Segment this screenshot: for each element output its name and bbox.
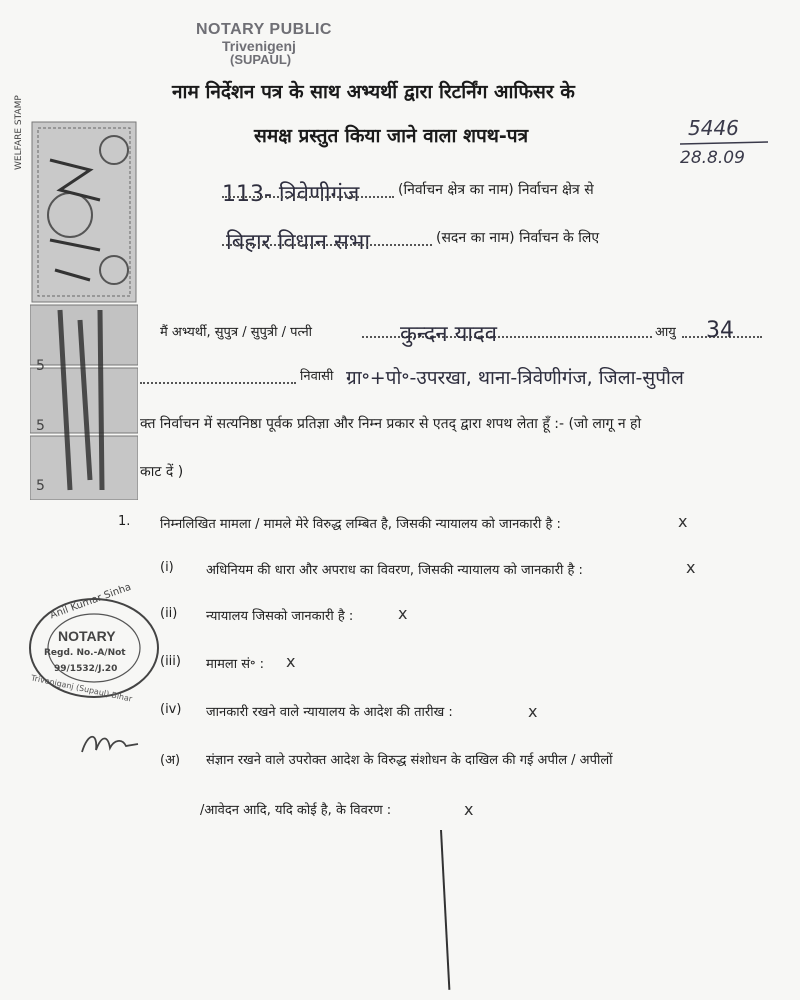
constituency-label: (निर्वाचन क्षेत्र का नाम) निर्वाचन क्षेत्र से [398,182,594,198]
item-iv-text: जानकारी रखने वाले न्यायालय के आदेश की तारीख : [206,705,453,720]
item-i-text: अधिनियम की धारा और अपराध का विवरण, जिसकी न्यायालय को जानकारी है : [206,563,583,578]
welfare-stamp-label: WELFARE STAMP [14,95,24,170]
residence-label: निवासी [300,369,334,384]
item-i-cross-mark: x [686,558,696,577]
age-label: आयु [655,325,676,340]
item-a-text-line2: /आवेदन आदि, यदि कोई है, के विवरण : [200,803,392,818]
item1-cross-mark: x [678,512,688,531]
item-i-number: (i) [160,560,174,575]
handwritten-reference [680,116,770,168]
oath-line2: काट दें ) [140,464,184,480]
reference-date: 28.8.09 [680,148,745,168]
constituency-dotted-line [222,196,394,198]
item-ii-cross-mark: x [398,604,408,623]
item-a-cross-mark: x [464,800,474,819]
residence-handwritten: ग्रा॰+पो॰-उपरखा, थाना-त्रिवेणीगंज, जिला-सुपौल [346,367,684,389]
notary-signature [78,722,158,762]
item1-text: निम्नलिखित मामला / मामले मेरे विरुद्ध लम्बित है, जिसकी न्यायालय को जानकारी है : [160,517,561,532]
constituency-handwritten: 113- त्रिवेणीगंज [222,182,360,207]
notary-stamp-line2: Trivenigenj [222,37,296,54]
document-title-line2: समक्ष प्रस्तुत किया जाने वाला शपथ-पत्र [254,125,529,147]
notary-public-stamp [196,22,332,67]
item-a-number: (अ) [160,753,181,768]
notary-seal-regd: Regd. No.-A/Not [44,648,126,658]
item1-number: 1. [118,514,131,529]
notary-seal-number: 99/1532/J.20 [54,664,118,674]
document-title-line1: नाम निर्देशन पत्र के साथ अभ्यर्थी द्वारा रिटर्निंग आफिसर के [172,81,575,103]
item-iii-cross-mark: x [286,652,296,671]
svg-text:5: 5 [36,358,45,374]
svg-text:5: 5 [36,418,45,434]
item-ii-number: (ii) [160,606,178,621]
notary-seal-name: Anil Kumar Sinha [48,581,133,622]
house-label: (सदन का नाम) निर्वाचन के लिए [436,230,600,246]
item-a-text-line1: संज्ञान रखने वाले उपरोक्त आदेश के विरुद्ध संशोधन के दाखिल की गई अपील / अपीलों [206,753,613,768]
item-iv-number: (iv) [160,702,182,717]
house-handwritten: बिहार विधान सभा [226,230,371,255]
svg-text:5: 5 [36,478,45,494]
item-iii-text: मामला सं॰ : [206,657,265,672]
residence-leading-dotted-line [140,382,296,384]
item-iv-cross-mark: x [528,702,538,721]
item-ii-text: न्यायालय जिसको जानकारी है : [206,609,354,624]
pen-stroke [440,830,450,990]
reference-divider [680,140,770,148]
house-dotted-line [222,244,432,246]
notary-stamp-line1: NOTARY PUBLIC [196,21,332,38]
welfare-stamps [30,120,138,500]
age-handwritten: 34 [706,318,734,343]
reference-number: 5446 [688,116,739,140]
notary-seal-title: NOTARY [58,628,116,644]
item-iii-number: (iii) [160,654,181,669]
notary-stamp-line3: (SUPAUL) [230,52,292,68]
notary-seal-place: Triveniganj (Supaul) Bihar [30,673,133,704]
oath-line1: क्त निर्वाचन में सत्यनिष्ठा पूर्वक प्रतिज्ञा और निम्न प्रकार से एतद् द्वारा शपथ लेता हूँ :- (जो लागू न हो [140,416,642,432]
candidate-prefix: मैं अभ्यर्थी, सुपुत्र / सुपुत्री / पत्नी [160,325,313,340]
candidate-name-handwritten: कुन्दन यादव [400,322,497,347]
